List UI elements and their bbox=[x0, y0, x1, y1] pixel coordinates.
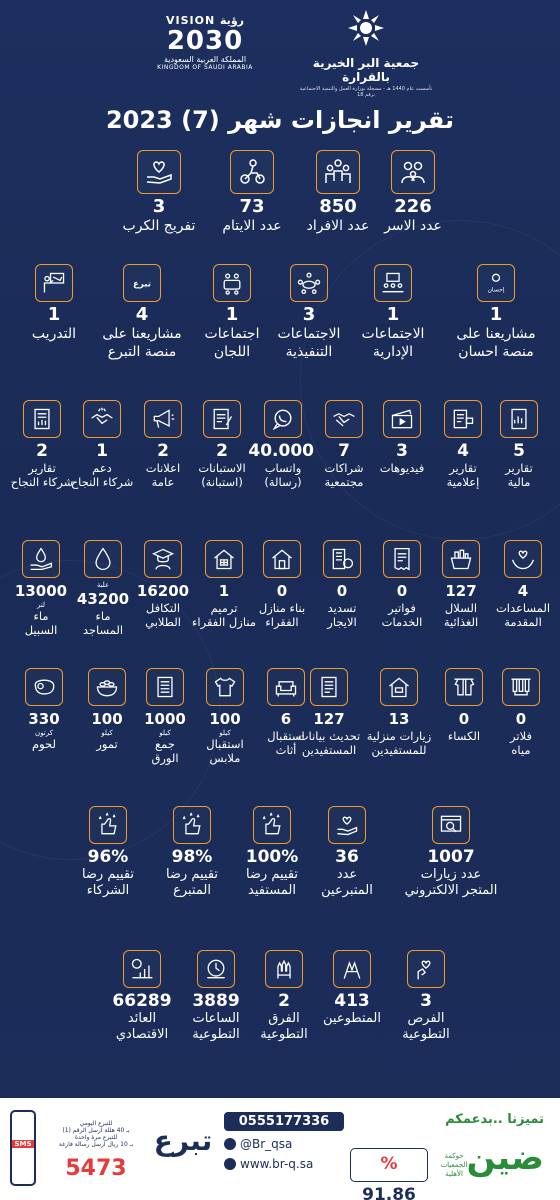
stat-label-2: المساجد bbox=[82, 623, 124, 637]
stat-label-2: الاقتصادي bbox=[115, 1027, 169, 1042]
sms-phone-icon bbox=[10, 1110, 36, 1186]
partners-report-icon bbox=[23, 400, 61, 438]
contact-block bbox=[224, 1112, 344, 1171]
page-title: تقرير انجازات شهر (7) 2023 bbox=[105, 106, 455, 134]
stat-label-2: ملابس bbox=[209, 751, 241, 765]
opportunity-hand-icon bbox=[407, 950, 445, 988]
stat-number: 13000 bbox=[14, 582, 68, 600]
stat-store-visits bbox=[396, 806, 506, 899]
stat-label: العائد bbox=[127, 1011, 157, 1026]
stat-label: الاجتماعات bbox=[361, 326, 425, 342]
globe-icon bbox=[224, 1158, 236, 1170]
stat-label-2: للمستفيدين bbox=[371, 743, 427, 757]
stat-value: 1007 bbox=[427, 847, 475, 867]
team-hands-icon bbox=[265, 950, 303, 988]
stat-label-2: الخدمات bbox=[381, 615, 423, 629]
sms-instruction-line: بـ 40 هللة ارسل الرقم (1) bbox=[62, 1127, 130, 1134]
stat-value: 1 bbox=[96, 441, 108, 461]
governance-label: حوكمة الجمعيات الأهلية bbox=[440, 1152, 468, 1178]
vision-year: 2030 bbox=[166, 26, 244, 56]
stat-label-2: الإدارية bbox=[372, 344, 414, 360]
stat-value: 36 bbox=[335, 847, 359, 867]
stat-value bbox=[8, 581, 74, 609]
sun-logo-icon bbox=[346, 8, 386, 48]
stat-label: عدد الايتام bbox=[222, 218, 282, 234]
stat-value: 73 bbox=[239, 196, 265, 217]
stat-value bbox=[14, 709, 74, 737]
header bbox=[0, 0, 560, 100]
rating-donor-icon bbox=[173, 806, 211, 844]
stat-label-2: المتبرع bbox=[173, 883, 211, 898]
sms-label: SMS bbox=[12, 1140, 34, 1148]
society-registration: تأسست عام 1440 هـ - مسجلة بوزارة العمل والتنمية الاجتماعية برقم 18 bbox=[299, 86, 433, 98]
stat-economic-return bbox=[92, 950, 192, 1043]
stat-value bbox=[194, 709, 256, 737]
stat-value: 4 bbox=[135, 304, 149, 325]
stat-label-2: منازل الفقراء bbox=[192, 615, 256, 629]
stat-value: 66289 bbox=[112, 991, 172, 1011]
svg-text:تبرع: تبرع bbox=[132, 279, 152, 290]
stat-label-2: المستفيد bbox=[248, 883, 296, 898]
stat-label: لحوم bbox=[32, 737, 56, 751]
tshirt-icon bbox=[206, 668, 244, 706]
stat-unit: كيلو bbox=[159, 729, 171, 737]
stat-value: 96% bbox=[87, 847, 129, 867]
admin-meeting-icon bbox=[374, 264, 412, 302]
stat-label: التكافل bbox=[145, 601, 181, 615]
stat-donor-satisfaction bbox=[152, 806, 232, 899]
house-repair-icon bbox=[205, 540, 243, 578]
stat-whatsapp bbox=[248, 400, 314, 489]
stat-value: 100% bbox=[245, 847, 299, 867]
society-name: جمعية البر الخيرية بالقرارة bbox=[312, 56, 420, 84]
stat-value: 6 bbox=[280, 710, 292, 728]
stat-label: مشاريعنا على bbox=[456, 326, 536, 342]
media-report-icon bbox=[444, 400, 482, 438]
stat-label: تقييم رضا bbox=[245, 867, 299, 882]
stat-paper-collection bbox=[136, 668, 194, 765]
stat-value bbox=[78, 709, 136, 737]
stat-value: 13 bbox=[388, 710, 410, 728]
ehsan-logo-icon bbox=[477, 264, 515, 302]
social-icon bbox=[224, 1138, 236, 1150]
stat-label-2: (استبانة) bbox=[201, 475, 243, 489]
stat-value: 127 bbox=[445, 582, 477, 600]
stat-partner-satisfaction bbox=[68, 806, 148, 899]
stat-label: تقييم رضا bbox=[81, 867, 135, 882]
stat-admin-meetings bbox=[348, 264, 438, 361]
stat-value: 3 bbox=[302, 304, 316, 325]
saeen-logo: ضين bbox=[466, 1138, 544, 1178]
sms-number[interactable]: 5473 bbox=[65, 1156, 127, 1181]
stat-value: 0 bbox=[515, 710, 527, 728]
stat-number: 330 bbox=[28, 710, 60, 728]
handshake-icon bbox=[325, 400, 363, 438]
dates-bowl-icon bbox=[88, 668, 126, 706]
stat-unit: كيلو bbox=[101, 729, 113, 737]
meat-icon bbox=[25, 668, 63, 706]
stat-label: ماء bbox=[33, 609, 49, 623]
vision-country-en: KINGDOM OF SAUDI ARABIA bbox=[157, 64, 253, 71]
stat-partnerships bbox=[312, 400, 376, 489]
stat-financial-reports bbox=[490, 400, 548, 489]
stat-value: 1 bbox=[386, 304, 400, 325]
food-basket-icon bbox=[442, 540, 480, 578]
governance-score bbox=[350, 1148, 428, 1200]
stat-label-2: مالية bbox=[507, 475, 531, 489]
stat-label-2: الطلابي bbox=[145, 615, 181, 629]
stat-value: 4 bbox=[517, 582, 529, 600]
stat-label: فواتير bbox=[388, 601, 416, 615]
water-hand-icon bbox=[22, 540, 60, 578]
clock-hours-icon bbox=[197, 950, 235, 988]
stat-house-repair bbox=[186, 540, 262, 629]
stat-executive-meetings bbox=[264, 264, 354, 361]
stat-label: الكساء bbox=[447, 729, 481, 743]
stat-meat bbox=[14, 668, 74, 751]
bill-icon bbox=[383, 540, 421, 578]
financial-report-icon bbox=[500, 400, 538, 438]
stat-label: تقييم رضا bbox=[165, 867, 219, 882]
water-drop-icon bbox=[84, 540, 122, 578]
sms-instructions bbox=[54, 1120, 138, 1148]
survey-icon bbox=[203, 400, 241, 438]
stat-label: السلال bbox=[444, 601, 478, 615]
stat-label-2: المتبرعين bbox=[321, 883, 373, 898]
stat-label-2: (رسالة) bbox=[264, 475, 302, 489]
social-handle[interactable] bbox=[224, 1137, 344, 1151]
stat-label: الفرق bbox=[268, 1011, 300, 1026]
stat-number: 1000 bbox=[144, 710, 186, 728]
home-visit-icon bbox=[380, 668, 418, 706]
stat-water-filters bbox=[494, 668, 548, 757]
stat-value: 1 bbox=[218, 582, 230, 600]
vision-country-ar: المملكة العربية السعودية bbox=[163, 55, 247, 64]
stat-videos bbox=[372, 400, 432, 475]
stat-tabarra-projects bbox=[92, 264, 192, 361]
sms-instruction-line: للتبرع مرة واحدة bbox=[74, 1134, 118, 1141]
family-icon bbox=[391, 150, 435, 194]
stat-unit: كرتون bbox=[35, 729, 53, 737]
stat-label-2: الايجار bbox=[327, 615, 357, 629]
megaphone-icon bbox=[144, 400, 182, 438]
stat-volunteers bbox=[312, 950, 392, 1027]
stat-label-2: التطوعية bbox=[192, 1027, 240, 1042]
svg-text:إحسان: إحسان bbox=[487, 286, 505, 294]
stat-value: 3 bbox=[152, 196, 166, 217]
website-text: www.br-q.sa bbox=[240, 1157, 314, 1171]
stat-unit: لتر bbox=[36, 601, 46, 609]
graduate-icon bbox=[144, 540, 182, 578]
stat-number: 100 bbox=[91, 710, 123, 728]
water-filter-icon bbox=[502, 668, 540, 706]
stat-announcements bbox=[134, 400, 192, 489]
governance-block bbox=[350, 1108, 550, 1200]
stat-label: تسديد bbox=[327, 601, 357, 615]
stat-label: واتساب bbox=[264, 461, 302, 475]
stat-label: اجتماعات bbox=[204, 326, 260, 342]
stat-label: استقبال bbox=[267, 729, 305, 743]
aid-hands-icon bbox=[504, 540, 542, 578]
vision-2030-logo bbox=[150, 14, 260, 71]
stat-value: 40.000 bbox=[248, 441, 314, 461]
stat-label: بناء منازل bbox=[258, 601, 306, 615]
stat-label-2: مياه bbox=[511, 743, 531, 757]
stat-sabil-water bbox=[8, 540, 74, 637]
stat-label: ترميم bbox=[210, 601, 238, 615]
stat-value: 3 bbox=[396, 441, 408, 461]
stat-label-2: الفقراء bbox=[265, 615, 299, 629]
stat-value: 0 bbox=[336, 582, 348, 600]
stat-label: تقارير bbox=[505, 461, 533, 475]
stat-label: عدد الافراد bbox=[306, 218, 370, 234]
stat-relief bbox=[114, 150, 204, 235]
training-icon bbox=[35, 264, 73, 302]
stat-value: 2 bbox=[278, 991, 290, 1011]
stat-label-2: إعلامية bbox=[446, 475, 480, 489]
stat-food-baskets bbox=[430, 540, 492, 629]
stat-label: عدد bbox=[336, 867, 358, 882]
society-logo bbox=[296, 8, 436, 98]
rent-building-icon bbox=[323, 540, 361, 578]
stat-label: عدد الاسر bbox=[384, 218, 442, 234]
stat-value: 0 bbox=[276, 582, 288, 600]
stat-label: عدد زيارات bbox=[420, 867, 482, 882]
stat-value: 2 bbox=[157, 441, 169, 461]
stat-value bbox=[72, 581, 134, 609]
stat-value: 3 bbox=[420, 991, 432, 1011]
stat-home-visits bbox=[356, 668, 442, 757]
stat-value: 127 bbox=[313, 710, 345, 728]
stat-label-2: اللجان bbox=[213, 344, 251, 360]
stat-label-2: التطوعية bbox=[260, 1027, 308, 1042]
stat-committee-meetings bbox=[192, 264, 272, 361]
phone-number[interactable]: 0555177336 bbox=[224, 1112, 344, 1131]
stat-label: تقارير bbox=[449, 461, 477, 475]
stat-label: التدريب bbox=[31, 326, 77, 342]
stat-number: 43200 bbox=[76, 590, 130, 608]
stat-value: 5 bbox=[513, 441, 525, 461]
stat-value: 3889 bbox=[192, 991, 240, 1011]
donor-heart-icon bbox=[328, 806, 366, 844]
stat-label: المساعدات bbox=[495, 601, 551, 615]
heart-hand-icon bbox=[137, 150, 181, 194]
partners-handshake-icon bbox=[83, 400, 121, 438]
tabarra-logo: تبرع bbox=[153, 1124, 213, 1157]
stat-value: 2 bbox=[216, 441, 228, 461]
stat-label-2: أثاث bbox=[275, 743, 297, 757]
stat-label-2: المتجر الالكتروني bbox=[404, 883, 498, 898]
stat-value: 0 bbox=[458, 710, 470, 728]
stat-bills bbox=[372, 540, 432, 629]
vision-label: VISION رؤية bbox=[166, 14, 244, 27]
stat-value: 7 bbox=[338, 441, 350, 461]
stat-aid bbox=[490, 540, 556, 629]
stat-label: فلاتر bbox=[510, 729, 532, 743]
stat-ehsan-projects bbox=[436, 264, 556, 361]
stat-label: شراكات bbox=[324, 461, 364, 475]
video-clapper-icon bbox=[383, 400, 421, 438]
rating-partner-icon bbox=[89, 806, 127, 844]
stat-beneficiary-satisfaction bbox=[232, 806, 312, 899]
stat-label-2: السبيل bbox=[24, 623, 58, 637]
stat-value: 2 bbox=[36, 441, 48, 461]
stat-volunteer-opportunities bbox=[390, 950, 462, 1043]
stat-furniture bbox=[256, 668, 316, 757]
stat-value: 1 bbox=[225, 304, 239, 325]
stat-mosque-water bbox=[72, 540, 134, 637]
volunteers-hands-icon bbox=[333, 950, 371, 988]
stat-label: الاستبانات bbox=[198, 461, 246, 475]
stat-label: المتطوعين bbox=[323, 1011, 381, 1026]
stat-label: ماء bbox=[95, 609, 111, 623]
stat-label: دعم bbox=[92, 461, 112, 475]
stat-label-2: الغذائية bbox=[443, 615, 479, 629]
stat-value: 4 bbox=[457, 441, 469, 461]
stat-clothes-received bbox=[194, 668, 256, 765]
stat-value: 226 bbox=[394, 196, 432, 217]
people-icon bbox=[316, 150, 360, 194]
web-store-icon bbox=[432, 806, 470, 844]
stat-label: اعلانات bbox=[145, 461, 181, 475]
stat-dates bbox=[78, 668, 136, 751]
percent-value: 91.86 bbox=[362, 1185, 416, 1200]
stat-label-2: شركاء النجاح bbox=[70, 475, 134, 489]
stat-label: فيديوهات bbox=[379, 461, 425, 475]
stat-individuals bbox=[298, 150, 378, 235]
website-link[interactable] bbox=[224, 1157, 344, 1171]
stat-value: 850 bbox=[319, 196, 357, 217]
stat-rent bbox=[312, 540, 372, 629]
clothes-icon bbox=[445, 668, 483, 706]
stat-label-2: شركاء النجاح bbox=[10, 475, 74, 489]
stat-label: استقبال bbox=[206, 737, 244, 751]
stat-label-2: منصة التبرع bbox=[107, 344, 177, 360]
child-bike-icon bbox=[230, 150, 274, 194]
stat-label: الاجتماعات bbox=[277, 326, 341, 342]
stat-label: جمع bbox=[155, 737, 175, 751]
economic-return-icon bbox=[123, 950, 161, 988]
sms-instruction-line: للتبرع اليومي bbox=[79, 1120, 113, 1127]
stat-student-support bbox=[130, 540, 196, 629]
stat-value: 0 bbox=[396, 582, 408, 600]
sms-instruction-line: بـ 10 ريال ارسل رسالة فارغة bbox=[58, 1141, 134, 1148]
tabarra-logo-icon bbox=[123, 264, 161, 302]
house-build-icon bbox=[263, 540, 301, 578]
stat-surveys bbox=[190, 400, 254, 489]
sofa-icon bbox=[267, 668, 305, 706]
stat-label: الساعات bbox=[192, 1011, 240, 1026]
stat-label-2: عامة bbox=[151, 475, 175, 489]
percent-sign: % bbox=[380, 1154, 398, 1174]
paper-icon bbox=[146, 668, 184, 706]
stat-families bbox=[378, 150, 448, 235]
stat-label-2: مجتمعية bbox=[324, 475, 364, 489]
whatsapp-icon bbox=[264, 400, 302, 438]
stat-value: 1 bbox=[489, 304, 503, 325]
stat-label: تفريج الكرب bbox=[122, 218, 196, 234]
stat-number: 100 bbox=[209, 710, 241, 728]
stat-value: 16200 bbox=[136, 582, 190, 600]
stat-partner-reports bbox=[4, 400, 80, 489]
executive-meeting-icon bbox=[290, 264, 328, 302]
stat-label: تحديث بيانات bbox=[297, 729, 361, 743]
stat-value: 98% bbox=[171, 847, 213, 867]
stat-volunteer-teams bbox=[246, 950, 322, 1043]
stat-label-2: المستفيدين bbox=[301, 743, 357, 757]
stat-clothing bbox=[434, 668, 494, 743]
stat-label: تمور bbox=[96, 737, 118, 751]
stat-label-2: الورق bbox=[151, 751, 179, 765]
stat-orphans bbox=[212, 150, 292, 235]
stat-label-2: منصة احسان bbox=[458, 344, 534, 360]
stat-unit: علبة bbox=[96, 581, 110, 589]
stat-donors bbox=[312, 806, 382, 899]
stat-media-reports bbox=[434, 400, 492, 489]
committee-meeting-icon bbox=[213, 264, 251, 302]
stat-value bbox=[136, 709, 194, 737]
rating-beneficiary-icon bbox=[253, 806, 291, 844]
stat-unit: كيلو bbox=[219, 729, 231, 737]
stat-value: 413 bbox=[334, 991, 370, 1011]
stat-label-2: المقدمة bbox=[504, 615, 542, 629]
slogan: تميزنا ..بدعمكم bbox=[445, 1112, 544, 1127]
social-handle-text: @Br_qsa bbox=[240, 1137, 293, 1151]
stat-label-2: الشركاء bbox=[86, 883, 130, 898]
stat-label: الفرص bbox=[407, 1011, 445, 1026]
stat-training bbox=[16, 264, 92, 343]
stat-label: زيارات منزلية bbox=[366, 729, 432, 743]
stat-value: 1 bbox=[47, 304, 61, 325]
stat-label: تقارير bbox=[28, 461, 56, 475]
stat-label-2: التطوعية bbox=[402, 1027, 450, 1042]
stat-label-2: التنفيذية bbox=[285, 344, 333, 360]
stat-label: مشاريعنا على bbox=[102, 326, 182, 342]
footer bbox=[0, 1098, 560, 1200]
